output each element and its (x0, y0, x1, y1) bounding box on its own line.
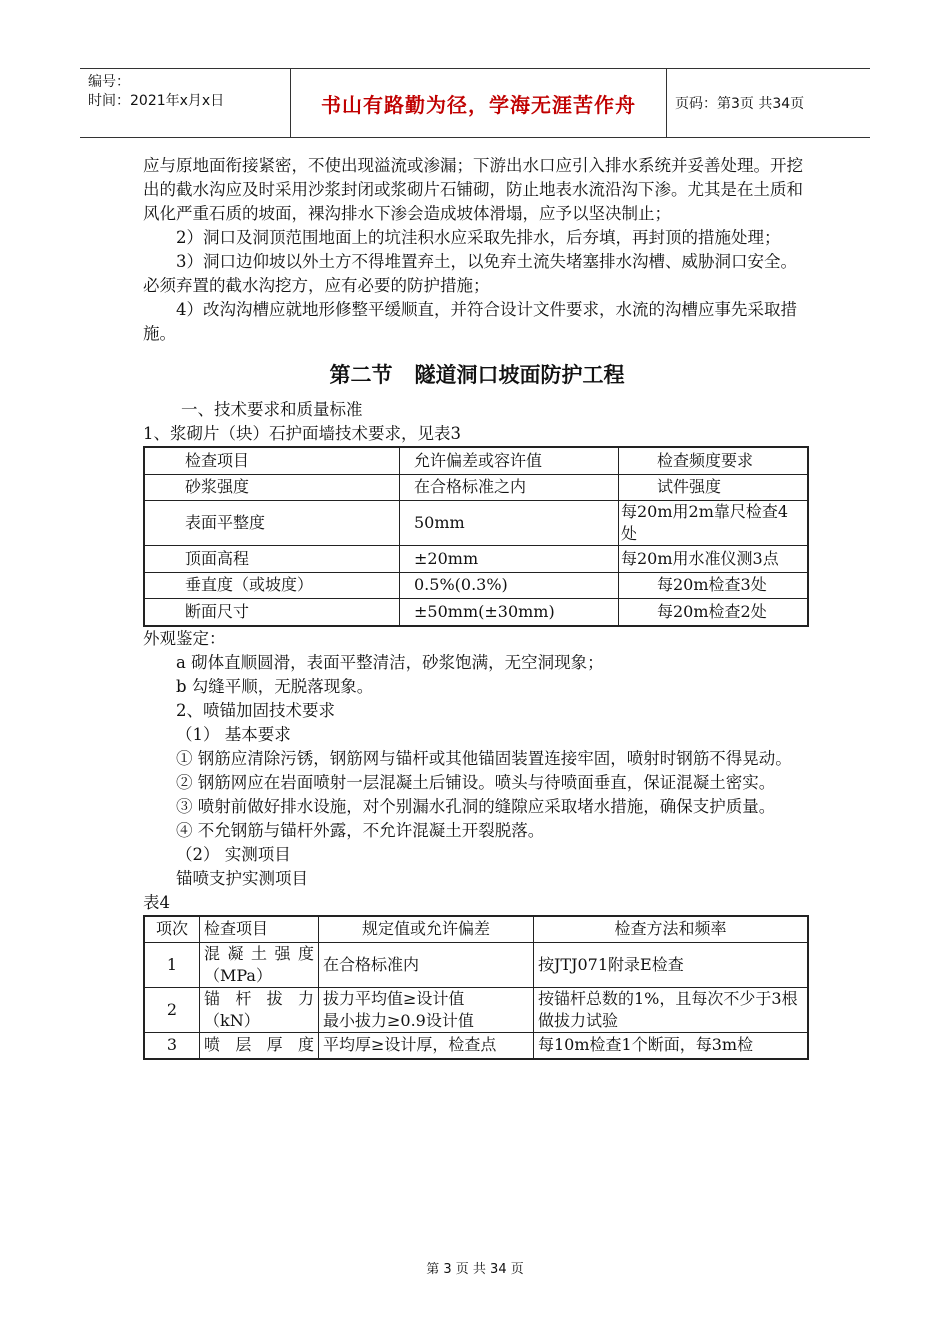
table-cell: 按锚杆总数的1%，且每次不少于3根做拔力试验 (534, 987, 809, 1032)
table-cell: 断面尺寸 (144, 599, 400, 626)
table-header-row (144, 916, 808, 943)
table-row (144, 474, 808, 501)
section-title: 第二节 隧道洞口坡面防护工程 (329, 363, 625, 387)
table-cell: 在合格标准内 (319, 942, 534, 987)
list-item: b 勾缝平顺，无脱落现象。 (176, 676, 374, 696)
paragraph: 4）改沟沟槽应就地形修整平缓顺直，并符合设计文件要求，水流的沟槽应事先采取措施。 (143, 300, 797, 343)
page-header (80, 68, 870, 138)
table-cell: 每20m用水准仪测3点 (619, 546, 809, 573)
subheading: 锚喷支护实测项目 (176, 868, 308, 888)
header-motto: 书山有路勤为径，学海无涯苦作舟 (291, 69, 667, 137)
table-cell: 垂直度（或坡度） (144, 572, 400, 599)
list-item: ① 钢筋应清除污锈，钢筋网与锚杆或其他锚固装置连接牢固，喷射时钢筋不得晃动。 (176, 748, 792, 768)
table-cell: 按JTJ071附录E检查 (534, 942, 809, 987)
table-caption: 1、浆砌片（块）石护面墙技术要求，见表3 (143, 424, 461, 443)
subheading: 2、喷锚加固技术要求 (176, 700, 335, 720)
cell-line: 拔力平均值≥设计值 (323, 988, 465, 1008)
table-cell: 在合格标准之内 (400, 474, 619, 501)
table-cell: 2 (144, 987, 200, 1032)
table-header-row (144, 447, 808, 474)
table-row (144, 572, 808, 599)
table-cell: 每20m检查3处 (619, 572, 809, 599)
table-cell (319, 987, 534, 1032)
cell-line: 喷层厚度 (204, 1035, 314, 1054)
list-item: ④ 不允钢筋与锚杆外露，不允许混凝土开裂脱落。 (176, 820, 545, 840)
table-cell (200, 987, 319, 1032)
table-header-cell: 项次 (144, 916, 200, 943)
paragraph: 2）洞口及洞顶范围地面上的坑洼积水应采取先排水，后夯填，再封顶的措施处理； (176, 228, 781, 247)
table-header-cell: 检查频度要求 (619, 447, 809, 474)
table-cell: 每20m用2m靠尺检查4处 (619, 501, 809, 546)
table-cell: 每10m检查1个断面，每3m检 (534, 1032, 809, 1059)
list-item: ② 钢筋网应在岩面喷射一层混凝土后铺设。喷头与待喷面垂直，保证混凝土密实。 (176, 772, 776, 792)
table-row (144, 501, 808, 546)
list-item: a 砌体直顺圆滑，表面平整清洁，砂浆饱满，无空洞现象； (176, 652, 604, 672)
table-header-cell: 检查项目 (144, 447, 400, 474)
table-cell: ±20mm (400, 546, 619, 573)
header-page-info: 页码：第3页 共34页 (675, 96, 805, 112)
table-cell (200, 1032, 319, 1059)
table-cell: 50mm (400, 501, 619, 546)
table-cell (200, 942, 319, 987)
table-row (144, 987, 808, 1032)
header-left-cell (80, 69, 291, 137)
table-row (144, 599, 808, 626)
paragraph: 应与原地面衔接紧密，不使出现溢流或渗漏；下游出水口应引入排水系统并妥善处理。开挖出的截水沟应及时采用沙浆封闭或浆砌片石铺砌，防止地表水流沿沟下渗。尤其是在土质和风化严重石质的坡面，裸沟排水下渗会造成坡体滑塌，应予以坚决制止； (143, 156, 803, 223)
anchor-spray-table (143, 915, 809, 1060)
masonry-requirements-table (143, 446, 809, 627)
cell-line: 锚杆拔力 (204, 988, 314, 1008)
table-cell: 0.5%(0.3%) (400, 572, 619, 599)
table-header-cell: 规定值或允许偏差 (319, 916, 534, 943)
cell-line: 混凝土强度 (204, 943, 314, 963)
table-row (144, 1032, 808, 1059)
appearance-title: 外观鉴定： (143, 628, 226, 648)
table-cell: 顶面高程 (144, 546, 400, 573)
table-cell: 3 (144, 1032, 200, 1059)
table-cell: 砂浆强度 (144, 474, 400, 501)
document-body (143, 154, 811, 1060)
doc-number-label: 编号： (88, 74, 130, 90)
cell-line: （MPa） (204, 965, 272, 985)
cell-line: 最小拔力≥0.9设计值 (323, 1010, 474, 1030)
table-caption: 表4 (143, 892, 170, 912)
table-header-cell: 检查方法和频率 (534, 916, 809, 943)
table-row (144, 546, 808, 573)
table-cell: 每20m检查2处 (619, 599, 809, 626)
table-row (144, 942, 808, 987)
table-cell: ±50mm(±30mm) (400, 599, 619, 626)
subheading: 一、技术要求和质量标准 (181, 400, 363, 419)
list-item: ③ 喷射前做好排水设施，对个别漏水孔洞的缝隙应采取堵水措施，确保支护质量。 (176, 796, 776, 816)
table-cell: 表面平整度 (144, 501, 400, 546)
subheading: （2） 实测项目 (176, 844, 291, 864)
table-header-cell: 允许偏差或容许值 (400, 447, 619, 474)
table-cell: 平均厚≥设计厚，检查点 (319, 1032, 534, 1059)
table-cell: 试件强度 (619, 474, 809, 501)
page-footer: 第 3 页 共 34 页 (426, 1262, 524, 1277)
table-cell: 1 (144, 942, 200, 987)
paragraph: 3）洞口边仰坡以外土方不得堆置弃土，以免弃土流失堵塞排水沟槽、威胁洞口安全。必须弃置的截水沟挖方，应有必要的防护措施； (143, 252, 797, 295)
doc-date: 时间：2021年x月x日 (88, 93, 225, 109)
cell-line: （kN） (204, 1010, 260, 1030)
table-header-cell: 检查项目 (200, 916, 319, 943)
subheading: （1） 基本要求 (176, 724, 291, 744)
